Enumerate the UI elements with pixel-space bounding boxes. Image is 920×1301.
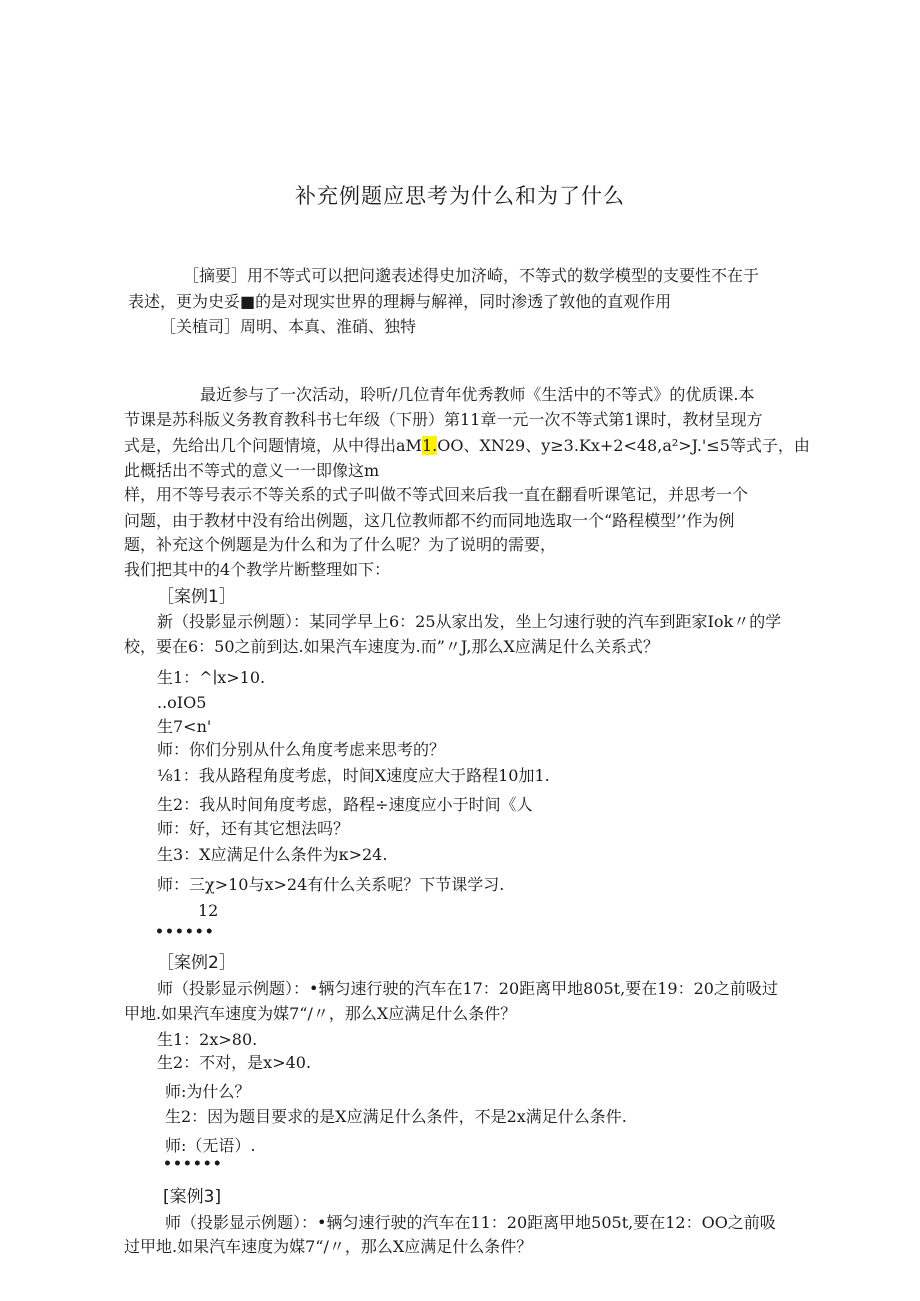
keywords-line: ［关植司］周明、本真、淮硝、独特 — [160, 317, 417, 336]
abstract-line: ［摘要］用不等式可以把问邈表述得史加济崎，不等式的数学模型的支要性不在于 — [183, 266, 760, 285]
dialogue-line: 师：好，还有其它想法吗？ — [157, 819, 350, 838]
dialogue-line: 生2：我从时间角度考虑，路程÷速度应小于时间《人 — [157, 795, 533, 814]
intro-line: 我们把其中的4个教学片断整理如下： — [124, 560, 391, 579]
dialogue-line: 师：你们分别从什么角度考虑来思考的？ — [157, 740, 446, 759]
dialogue-line: 生1：2x>80. — [157, 1030, 258, 1049]
intro-line: 问题，由于教材中没有给出例题，这几位教师都不约而同地选取一个“路程模型’’作为例 — [124, 511, 735, 530]
dialogue-line: 生2：因为题目要求的是X应满足什么条件，不是2x满足什么条件. — [165, 1107, 627, 1126]
case-question-line: 校，要在6：50之前到达.如果汽车速度为.而”〃J,那么X应满足什么关系式？ — [124, 637, 659, 656]
abstract-line: 表述，更为史妥■的是对现实世界的理耨与解禅，同时渗透了敦他的直观作用 — [128, 292, 672, 311]
highlighted-text: 1. — [421, 436, 438, 455]
dialogue-line: ⅛1：我从路程角度考虑，时间X速度应大于路程10加1. — [157, 766, 550, 785]
case-question-line: 过甲地.如果汽车速度为媒7“/〃，那么X应满足什么条件？ — [124, 1237, 533, 1256]
dialogue-line: 生7<n' — [157, 717, 212, 736]
document-title: 补充例题应思考为什么和为了什么 — [295, 184, 625, 208]
case-heading: ［案例2］ — [157, 953, 236, 973]
ellipsis-dots: •••••• — [155, 924, 215, 940]
dialogue-line: 师:（无语）. — [165, 1136, 256, 1155]
dialogue-line: 生3：X应满足什么条件为κ>24. — [157, 845, 388, 864]
dialogue-line: ..oIO5 — [157, 693, 207, 712]
dialogue-line: 师:为什么？ — [165, 1082, 251, 1101]
dialogue-line: 12 — [198, 901, 219, 920]
intro-line: 此概括出不等式的意义一一即像这m — [124, 461, 380, 480]
dialogue-line: 生1：^∣x>10. — [157, 668, 266, 687]
case-heading: [案例3] — [163, 1187, 222, 1207]
case-question-line: 甲地.如果汽车速度为媒7“/〃，那么X应满足什么条件？ — [124, 1004, 517, 1023]
ellipsis-dots: •••••• — [163, 1156, 223, 1172]
case-question-line: 新（投影显示例题）：某同学早上6：25从家出发，坐上匀速行驶的汽车到距家Iok〃的学 — [157, 612, 782, 631]
dialogue-line: 师：三χ>10与x>24有什么关系呢？下节课学习. — [157, 875, 505, 894]
dialogue-line: 生2：不对，是x>40. — [157, 1053, 312, 1072]
intro-line: 最近参与了一次活动，聆听/几位青年优秀教师《生活中的不等式》的优质课.本 — [200, 385, 755, 404]
case-question-line: 师（投影显示例题）：•辆匀速行驶的汽车在11：20距离甲地505t,要在12：OO之前吸 — [165, 1213, 776, 1232]
case-heading: ［案例1］ — [157, 587, 236, 607]
case-question-line: 师（投影显示例题）：•辆匀速行驶的汽车在17：20距离甲地805t,要在19：20之前吸过 — [157, 979, 778, 998]
intro-line: 式是，先给出几个问题情境，从中得出aM1.OO、XN29、y≥3.Kx+2<48,a²>J.'≤5等式子，由 — [124, 436, 810, 455]
intro-line: 题，补充这个例题是为什么和为了什么呢？为了说明的需要， — [124, 535, 557, 554]
intro-line: 样，用不等号表示不等关系的式子叫做不等式回来后我一直在翻看听课笔记，并思考一个 — [124, 485, 749, 504]
intro-line: 节课是苏科版义务教育教科书七年级（下册）第11章一元一次不等式第1课时，教材呈现方 — [124, 410, 763, 429]
